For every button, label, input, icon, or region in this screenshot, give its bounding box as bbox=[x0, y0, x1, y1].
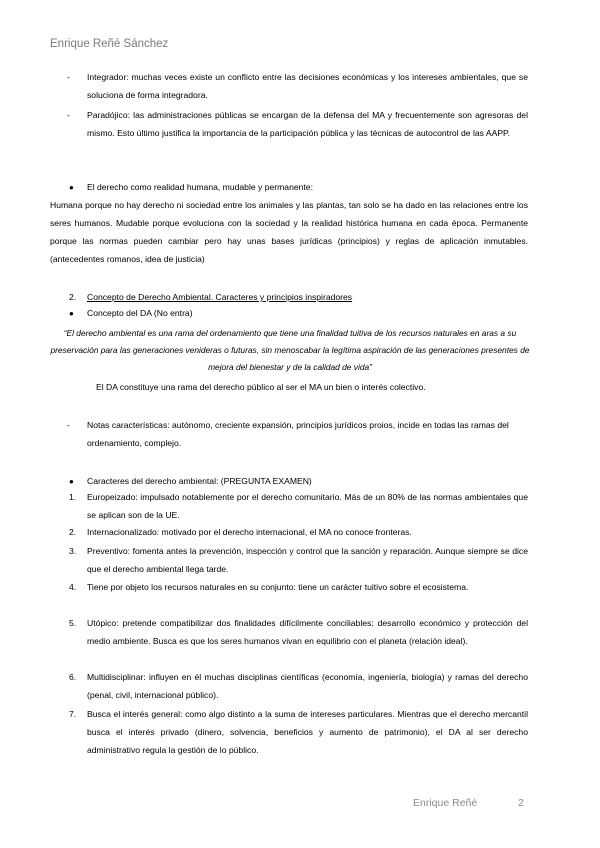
list-number: 4. bbox=[69, 582, 77, 592]
list-number: 6. bbox=[69, 672, 77, 682]
list-item-recursos: Tiene por objeto los recursos naturales en su conjunto: tiene un carácter tuitivo sobre el ecosistema. bbox=[87, 582, 469, 592]
bullet-marker: ● bbox=[69, 477, 74, 486]
list-item-internacionalizado: Internacionalizado: motivado por el derecho internacional, el MA no conoce fronteras. bbox=[87, 527, 412, 537]
list-item-multidisciplinar: Multidisciplinar: influyen en él muchas disciplinas científicas (economía, ingeniería, biología) y ramas del derecho (penal, civil, internacional público). bbox=[87, 672, 528, 700]
list-number: 2. bbox=[69, 527, 77, 537]
bullet-marker: ● bbox=[69, 183, 74, 192]
dash-marker: - bbox=[67, 420, 70, 430]
list-item-utopico: Utópico: pretende compatibilizar dos finalidades difícilmente conciliables: desarrollo económico y protección del medio ambiente. Busca es que los seres humanos vivan en equilibrio con el planeta (relación ideal). bbox=[87, 618, 528, 646]
bullet-heading-realidad: El derecho como realidad humana, mudable y permanente: bbox=[87, 182, 313, 192]
footer-author: Enrique Reñé bbox=[413, 797, 478, 809]
page-number: 2 bbox=[518, 797, 524, 809]
dash-marker: - bbox=[67, 72, 70, 82]
section-title: Concepto de Derecho Ambiental. Caracteres y principios inspiradores bbox=[87, 292, 353, 302]
list-item-europeizado: Europeizado: impulsado notablemente por el derecho comunitario. Más de un 80% de las normas ambientales que se aplican son de la UE. bbox=[87, 492, 528, 520]
dash-item-integrador: Integrador: muchas veces existe un conflicto entre las decisiones económicas y los intereses ambientales, que se soluciona de forma integradora. bbox=[87, 72, 528, 100]
dash-item-notas: Notas características: autónomo, creciente expansión, principios jurídicos proios, incide en todas las ramas del ordenamiento, complejo. bbox=[87, 420, 509, 448]
bullet-heading-caracteres: Caracteres del derecho ambiental: (PREGUNTA EXAMEN) bbox=[87, 476, 312, 486]
list-number: 5. bbox=[69, 618, 77, 628]
bullet-heading-concepto: Concepto del DA (No entra) bbox=[87, 308, 193, 318]
section-number: 2. bbox=[69, 292, 77, 302]
list-item-interes-general: Busca el interés general: como algo distinto a la suma de intereses particulares. Mientras que el derecho mercantil busca el interés privado (dinero, solvencia, beneficios y aumento de patrimonio), el DA al ser derecho administrativo regula la gestión de lo público. bbox=[87, 709, 528, 755]
bullet-marker: ● bbox=[69, 309, 74, 318]
da-statement: El DA constituye una rama del derecho público al ser el MA un bien o interés colectivo. bbox=[96, 382, 426, 392]
list-number: 1. bbox=[69, 492, 77, 502]
list-number: 7. bbox=[69, 709, 77, 719]
dash-item-paradojico: Paradójico: las administraciones públicas se encargan de la defensa del MA y frecuentemente son agresoras del mismo. Esto último justifica la importancia de la participación pública y las técnicas de autocontrol de las AAPP. bbox=[87, 110, 528, 138]
da-definition-quote: “El derecho ambiental es una rama del ordenamiento que tiene una finalidad tuitiva de los recursos naturales en aras a su preservación para las generaciones venideras o futuras, sin menoscabar la legítima aspiración de las generaciones presentes de mejora del bienestar y de la calidad de vida” bbox=[50, 328, 530, 372]
list-item-preventivo: Preventivo: fomenta antes la prevención, inspección y control que la sanción y reparación. Aunque siempre se dice que el derecho ambiental llega tarde. bbox=[87, 546, 528, 574]
dash-marker: - bbox=[67, 110, 70, 120]
paragraph-realidad: Humana porque no hay derecho ni sociedad entre los animales y las plantas, tan solo se ha dado en las relaciones entre los seres humanos. Mudable porque evoluciona con la sociedad y la realidad histórica humana en cada época. Permanente porque las normas pueden cambiar pero hay unas bases jurídicas (principios) y reglas de aplicación inmutables. (antecedentes romanos, idea de justicia) bbox=[50, 200, 528, 264]
list-number: 3. bbox=[69, 546, 77, 556]
page-header: Enrique Reñé Sánchez bbox=[50, 38, 169, 50]
